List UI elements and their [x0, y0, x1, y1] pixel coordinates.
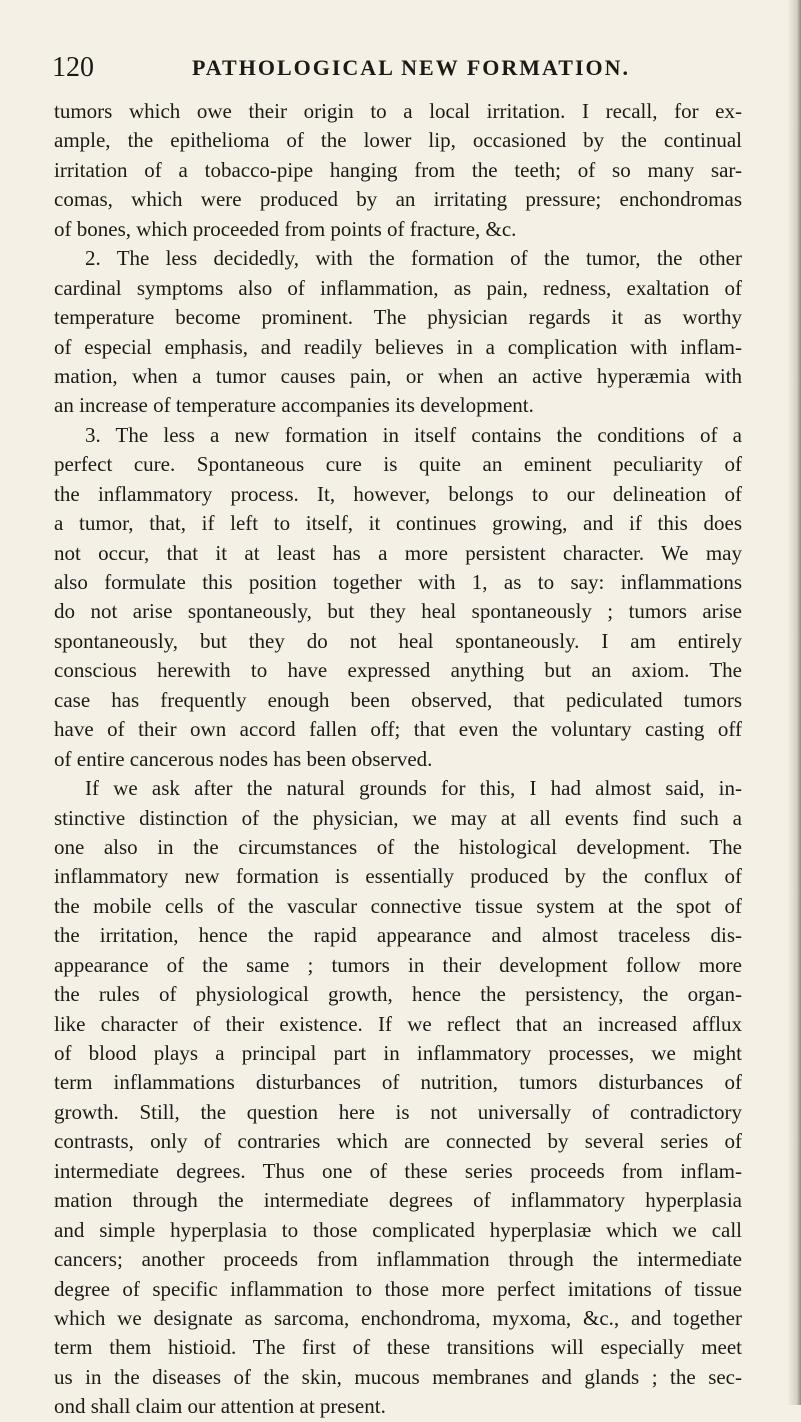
text-line: tumors which owe their origin to a local irritation. I recall, for ex-: [54, 99, 742, 123]
running-head: [52, 50, 742, 86]
text-line: of blood plays a principal part in inflammatory processes, we might: [54, 1041, 742, 1065]
text-line: 3. The less a new formation in itself contains the conditions of a: [85, 422, 742, 447]
text-line: us in the diseases of the skin, mucous membranes and glands ; the sec-: [54, 1364, 742, 1389]
running-title: PATHOLOGICAL NEW FORMATION.: [192, 55, 631, 80]
text-line: and simple hyperplasia to those complicated hyperplasiæ which we call: [54, 1217, 742, 1242]
text-line: intermediate degrees. Thus one of these series proceeds from inflam-: [54, 1158, 742, 1183]
text-line: stinctive distinction of the physician, we may at all events find such a: [54, 805, 742, 830]
text-line: cancers; another proceeds from inflammation through the intermediate: [54, 1247, 742, 1272]
text-line: of bones, which proceeded from points of fracture, &c.: [54, 216, 517, 241]
text-line: term them histioid. The first of these transitions will especially meet: [54, 1335, 742, 1360]
text-line: degree of specific inflammation to those more perfect imitations of tissue: [54, 1276, 742, 1301]
text-line: also formulate this position together with 1, as to say: inflammations: [54, 570, 742, 594]
text-line: which we designate as sarcoma, enchondroma, myxoma, &c., and together: [54, 1305, 742, 1330]
text-line: irritation of a tobacco-pipe hanging from the teeth; of so many sar-: [54, 157, 742, 182]
text-line: the irritation, hence the rapid appearance and almost traceless dis-: [54, 923, 742, 948]
body-text: [54, 97, 742, 1422]
text-line: spontaneously, but they do not heal spontaneously. I am entirely: [54, 628, 742, 653]
text-line: cardinal symptoms also of inflammation, as pain, redness, exaltation of: [54, 275, 742, 300]
text-line: 2. The less decidedly, with the formation of the tumor, the other: [85, 246, 742, 271]
text-line: not occur, that it at least has a more persistent character. We may: [54, 540, 742, 565]
text-line: comas, which were produced by an irritating pressure; enchondromas: [54, 187, 742, 212]
text-line: of entire cancerous nodes has been observed.: [54, 746, 433, 771]
text-line: ond shall claim our attention at present.: [54, 1394, 386, 1419]
text-line: the inflammatory process. It, however, belongs to our delineation of: [54, 481, 742, 506]
text-line: like character of their existence. If we reflect that an increased afflux: [54, 1011, 742, 1036]
text-line: have of their own accord fallen off; that even the voluntary casting off: [54, 717, 742, 742]
text-line: perfect cure. Spontaneous cure is quite an eminent peculiarity of: [54, 452, 742, 477]
text-line: case has frequently enough been observed, that pediculated tumors: [54, 687, 742, 712]
text-line: growth. Still, the question here is not universally of contradictory: [54, 1099, 742, 1124]
page-edge-shadow: [787, 0, 801, 1405]
text-line: term inflammations disturbances of nutrition, tumors disturbances of: [54, 1070, 742, 1095]
text-line: inflammatory new formation is essentially produced by the conflux of: [54, 864, 742, 889]
text-line: conscious herewith to have expressed anything but an axiom. The: [54, 658, 742, 683]
text-line: ample, the epithelioma of the lower lip, occasioned by the continual: [54, 128, 742, 153]
text-line: contrasts, only of contraries which are connected by several series of: [54, 1129, 742, 1154]
text-line: If we ask after the natural grounds for this, I had almost said, in-: [85, 776, 742, 801]
text-line: one also in the circumstances of the histological development. The: [54, 834, 742, 859]
text-line: an increase of temperature accompanies its development.: [54, 393, 534, 418]
text-line: of especial emphasis, and readily believes in a complication with inflam-: [54, 334, 742, 359]
text-line: mation, when a tumor causes pain, or when an active hyperæmia with: [54, 363, 742, 388]
text-line: temperature become prominent. The physician regards it as worthy: [54, 305, 742, 330]
text-line: the mobile cells of the vascular connective tissue system at the spot of: [54, 893, 742, 918]
text-line: appearance of the same ; tumors in their development follow more: [54, 952, 742, 977]
page-number: 120: [52, 52, 94, 83]
text-line: a tumor, that, if left to itself, it continues growing, and if this does: [54, 511, 742, 536]
text-line: the rules of physiological growth, hence the persistency, the organ-: [54, 982, 742, 1007]
text-line: mation through the intermediate degrees of inflammatory hyperplasia: [54, 1188, 742, 1213]
text-line: do not arise spontaneously, but they heal spontaneously ; tumors arise: [54, 599, 742, 624]
